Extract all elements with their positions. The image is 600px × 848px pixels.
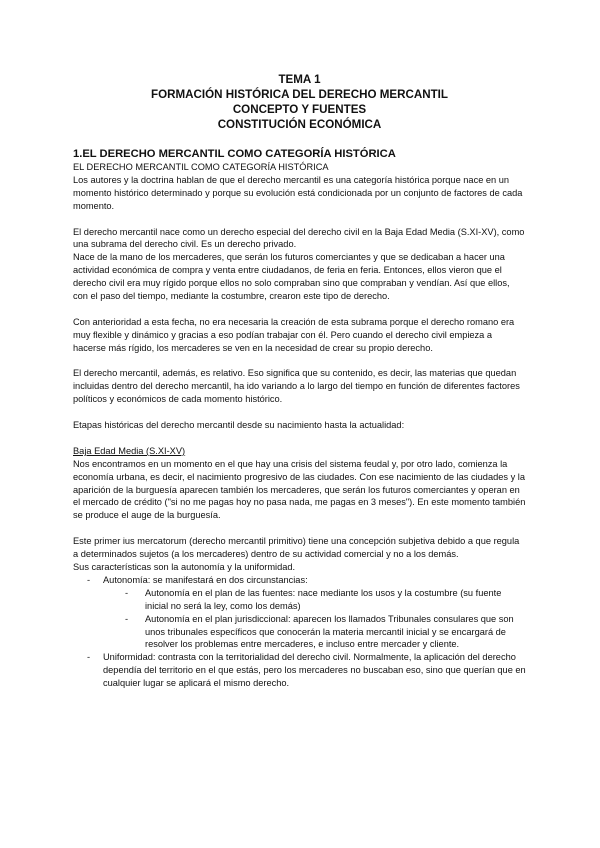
subsection-heading: Baja Edad Media (S.XI-XV) xyxy=(73,445,186,456)
spacer xyxy=(73,303,526,316)
paragraph: Etapas históricas del derecho mercantil desde su nacimiento hasta la actualidad: xyxy=(73,420,405,431)
spacer xyxy=(73,355,526,368)
spacer xyxy=(73,213,526,226)
spacer xyxy=(73,406,526,419)
paragraph: El derecho mercantil nace como un derecho especial del derecho civil en la Baja Edad Media (S.XI-XV), como una subrama del derecho civil. Es un derecho privado. xyxy=(73,226,525,250)
paragraph: El derecho mercantil, además, es relativo. Eso significa que su contenido, es decir, las materias que quedan incluidas dentro del derecho mercantil, ha ido variando a lo largo del tiempo en función de diferentes factores políticos y económicos de cada momento histórico. xyxy=(73,368,520,405)
paragraph: Con anterioridad a esta fecha, no era necesaria la creación de esta subrama porque el derecho romano era muy flexible y dinámico y gracias a eso podían trabajar con él. Pero cuando el derecho civil empieza a hacerse más rígido, los mercaderes se ven en la necesidad de crear su propio derecho. xyxy=(73,316,515,353)
list-item: - Uniformidad: contrasta con la territorialidad del derecho civil. Normalmente, la aplicación del derecho dependía del territorio en el que estás, pero los mercaderes no buscaban eso, sino que querían que en cualquier lugar se aplicará el mismo derecho. xyxy=(87,651,526,690)
title-block xyxy=(73,72,526,132)
section-subheading: EL DERECHO MERCANTIL COMO CATEGORÍA HISTÓRICA xyxy=(73,162,329,172)
list-item-text: Autonomía: se manifestará en dos circunstancias: xyxy=(103,574,308,585)
list-item xyxy=(87,574,526,651)
section-heading: 1.EL DERECHO MERCANTIL COMO CATEGORÍA HISTÓRICA xyxy=(73,148,396,160)
spacer xyxy=(73,432,526,445)
topic-title: TEMA 1 xyxy=(278,73,321,86)
paragraph: Nos encontramos en un momento en el que hay una crisis del sistema feudal y, por otro lado, comienza la economía urbana, es decir, el nacimiento progresivo de las ciudades. Con ese nacimiento de las ciudades y la aparición de la burguesía aparecen también los mercaderes, que serán los futuros comerciantes y operan en el mercado de crédito ("si no me pagas hoy no pasa nada, me pagas en 3 meses"). En este momento también se produce el auge de la burguesía. xyxy=(73,458,526,521)
main-title: FORMACIÓN HISTÓRICA DEL DERECHO MERCANTIL xyxy=(151,88,448,101)
paragraph: Los autores y la doctrina hablan de que el derecho mercantil es una categoría histórica porque nace en un momento histórico determinado y porque su evolución está condicionada por un conjunto de factores de cada momento. xyxy=(73,174,523,211)
sub-list-item: - Autonomía en el plan de las fuentes: nace mediante los usos y la costumbre (su fuente inicial no será la ley, como los demás) xyxy=(125,587,526,613)
paragraph: Este primer ius mercatorum (derecho mercantil primitivo) tiene una concepción subjetiva debido a que regula a determinados sujetos (a los mercaderes) dentro de su actividad comercial y no a los demás. xyxy=(73,536,520,560)
paragraph: Nace de la mano de los mercaderes, que serán los futuros comerciantes y que se dedicaban a hacer una actividad económica de compra y venta entre ciudadanos, de feria en feria. Entonces, ellos vieron que el derecho civil era muy rígido porque ellos no solo compraban sino que compraban y vendían. Así que ellos, con el paso del tiempo, mediante la costumbre, crearon este tipo de derecho. xyxy=(73,252,510,302)
paragraph: Sus características son la autonomía y la uniformidad. xyxy=(73,562,296,572)
spacer xyxy=(73,522,526,535)
subtitle: CONCEPTO Y FUENTES xyxy=(232,103,367,116)
sub-list-item: - Autonomía en el plan jurisdiccional: aparecen los llamados Tribunales consulares que son unos tribunales específicos que conocerán la materia mercantil inicial y se encargará de resolver los problemas entre mercaderes, e incluso entre mercader y cliente. xyxy=(125,613,526,652)
characteristics-list xyxy=(73,574,526,690)
sub-list xyxy=(103,587,526,652)
subtitle-2: CONSTITUCIÓN ECONÓMICA xyxy=(217,118,382,131)
